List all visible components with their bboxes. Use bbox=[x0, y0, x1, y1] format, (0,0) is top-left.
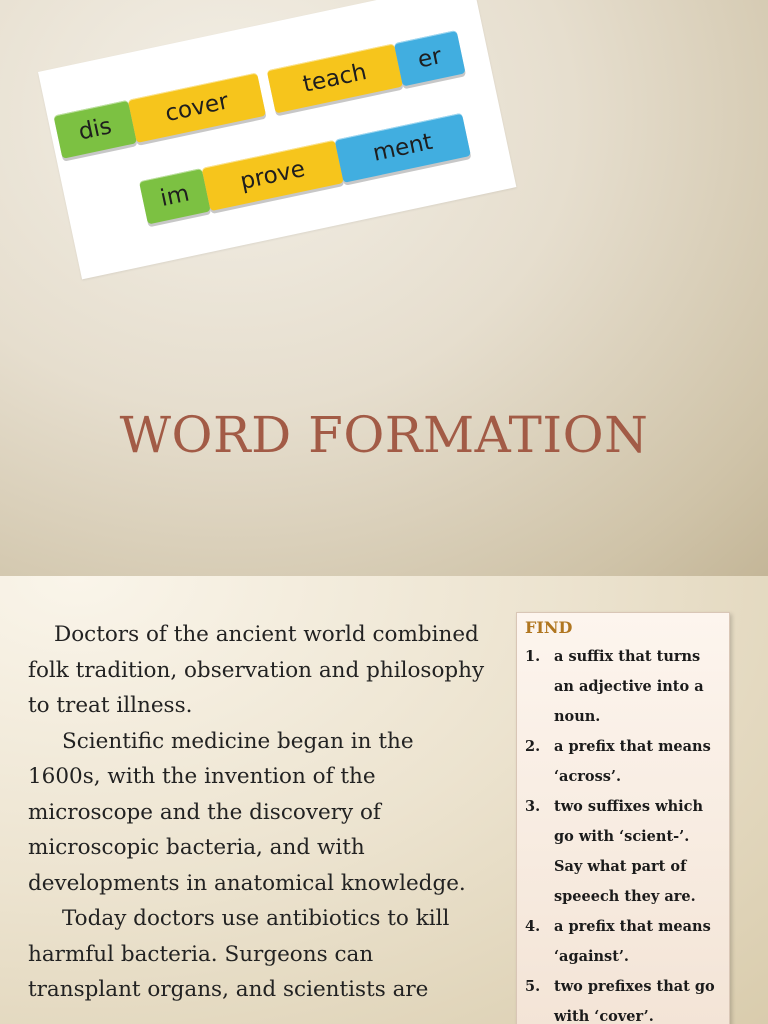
find-item-text: two prefixes that go with ‘cover’. bbox=[554, 978, 715, 1024]
paragraph-text: Doctors of the ancient world combined folk tradition, observation and philosophy to treat illness. bbox=[28, 622, 485, 718]
passage-paragraph bbox=[28, 617, 488, 724]
find-item-number: 1. bbox=[525, 648, 541, 665]
find-item-text: a prefix that means ‘against’. bbox=[554, 918, 711, 965]
tile-prove: prove bbox=[202, 140, 344, 211]
passage-paragraph bbox=[28, 724, 488, 902]
slide-title: WORD FORMATION bbox=[119, 406, 649, 464]
find-heading: FIND bbox=[525, 618, 573, 637]
find-item-text: two suffixes which go with ‘scient-’. Say what part of speeech they are. bbox=[554, 798, 704, 905]
tile-cover: cover bbox=[128, 73, 266, 143]
paragraph-text: Scientific medicine began in the 1600s, with the invention of the microscope and the discovery of microscopic bacteria, and with developments in anatomical knowledge. bbox=[28, 728, 466, 896]
find-item-text: a suffix that turns an adjective into a noun. bbox=[554, 648, 704, 725]
find-item-number: 3. bbox=[525, 798, 541, 815]
tile-er: er bbox=[394, 30, 466, 86]
find-item-number: 4. bbox=[525, 918, 541, 935]
find-item bbox=[525, 732, 721, 792]
find-item bbox=[525, 792, 721, 912]
find-task-box bbox=[516, 612, 730, 1024]
tile-teach: teach bbox=[267, 43, 403, 113]
find-item bbox=[525, 912, 721, 972]
tile-dis: dis bbox=[53, 100, 136, 159]
find-item bbox=[525, 972, 721, 1024]
find-item-text: a prefix that means ‘across’. bbox=[554, 738, 711, 785]
tile-ment: ment bbox=[335, 113, 471, 183]
text-slide bbox=[0, 576, 768, 1024]
passage-paragraph bbox=[28, 901, 488, 1008]
find-list bbox=[525, 642, 721, 1024]
paragraph-text: Today doctors use antibiotics to kill harmful bacteria. Surgeons can transplant organs, and scientists are bbox=[28, 906, 450, 1002]
reading-passage bbox=[28, 617, 488, 1008]
find-item-number: 5. bbox=[525, 978, 541, 995]
find-item bbox=[525, 642, 721, 732]
tile-im: im bbox=[139, 168, 211, 224]
word-tiles-image bbox=[38, 0, 516, 279]
find-item-number: 2. bbox=[525, 738, 541, 755]
